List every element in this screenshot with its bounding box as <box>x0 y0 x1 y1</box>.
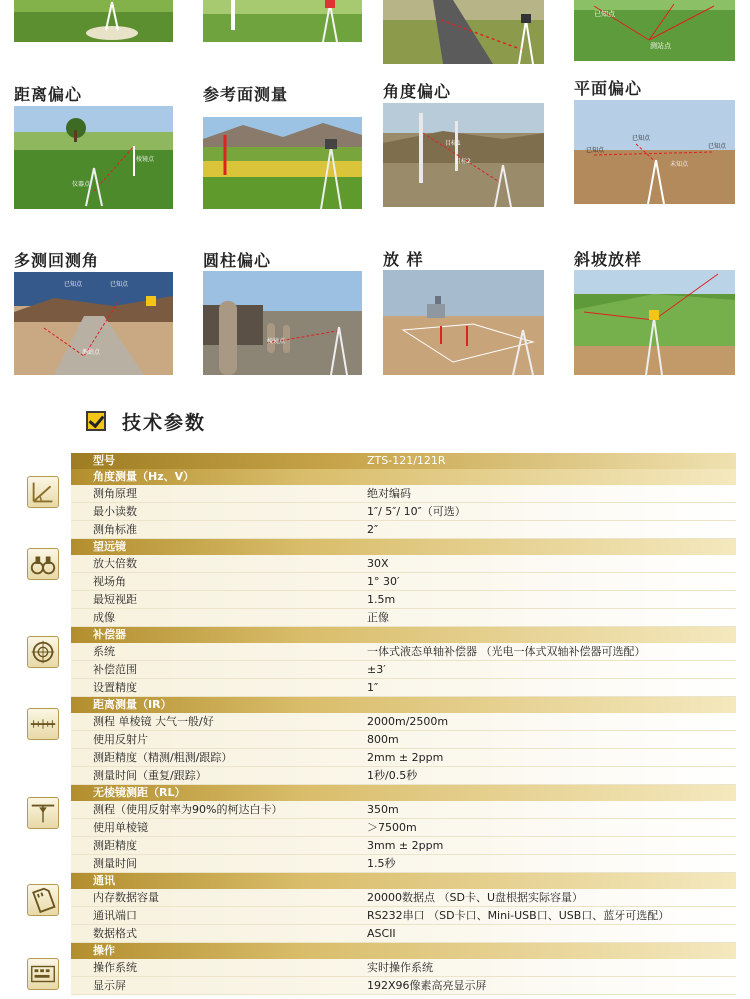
row-label: 测程（使用反射率为90%的柯达白卡） <box>93 803 283 816</box>
row-value: 1.5秒 <box>367 857 396 870</box>
row-value: ±3′ <box>367 663 386 676</box>
group-title: 无棱镜测距（RL） <box>93 786 186 799</box>
row-value: 正像 <box>367 611 389 624</box>
label-reference-plane: 参考面测量 <box>203 85 289 104</box>
annotation-station-point: 测站点 <box>82 349 101 356</box>
row-value: 1.5m <box>367 593 396 606</box>
row-label: 设置精度 <box>93 681 137 694</box>
table-row <box>71 661 736 679</box>
photo-reference-plane <box>203 117 362 209</box>
table-row <box>71 731 736 749</box>
ruler-icon <box>27 708 59 740</box>
row-label: 视场角 <box>93 575 126 588</box>
table-row <box>71 767 736 785</box>
table-row <box>71 819 736 837</box>
row-value: 2000m/2500m <box>367 715 449 728</box>
group-title: 望远镜 <box>93 540 126 553</box>
annotation-target-1: 目标1 <box>445 140 461 147</box>
label-stakeout: 放 样 <box>383 250 424 269</box>
table-row <box>71 855 736 873</box>
row-label: 最短视距 <box>93 593 137 606</box>
row-value: 350m <box>367 803 399 816</box>
label-angle-offset: 角度偏心 <box>383 82 452 101</box>
label-column-offset: 圆柱偏心 <box>203 251 272 270</box>
annotation-known-point-1: 已知点 <box>632 135 651 142</box>
row-value: 1° 30′ <box>367 575 400 588</box>
group-header <box>71 943 736 959</box>
photo-row1-4-caption2: 测站点 <box>650 42 671 50</box>
photo-multi-round-angle <box>14 272 173 375</box>
compensator-icon <box>27 636 59 668</box>
photo-angle-offset <box>383 103 544 207</box>
row-label: 测距精度（精测/粗测/跟踪） <box>93 751 233 764</box>
row-label: 内存数据容量 <box>93 891 159 904</box>
table-row <box>71 977 736 995</box>
row-label: 测量时间 <box>93 857 137 870</box>
table-row <box>71 679 736 697</box>
row-label: 通讯端口 <box>93 909 137 922</box>
row-label: 补偿范围 <box>93 663 137 676</box>
annotation-prism-point-column: 棱镜点 <box>267 338 286 345</box>
table-row <box>71 591 736 609</box>
row-label: 测角标准 <box>93 523 137 536</box>
photo-row1-3 <box>383 0 544 64</box>
row-label: 测距精度 <box>93 839 137 852</box>
row-value: 绝对编码 <box>367 487 411 500</box>
annotation-known-point-b: 已知点 <box>110 281 129 288</box>
group-header <box>71 469 736 485</box>
table-header <box>71 453 736 469</box>
annotation-target-2: 目标2 <box>455 158 471 165</box>
row-value: 1秒/0.5秒 <box>367 769 418 782</box>
annotation-known-point-a: 已知点 <box>64 281 83 288</box>
photo-row1-4-caption: 已知点 <box>594 10 615 18</box>
table-row <box>71 643 736 661</box>
laser-icon <box>27 797 59 829</box>
angle-icon <box>27 476 59 508</box>
table-row <box>71 503 736 521</box>
spec-table <box>71 453 736 995</box>
annotation-known-point-2: 已知点 <box>586 147 605 154</box>
group-header <box>71 697 736 713</box>
group-title: 操作 <box>93 944 115 957</box>
row-value: 192X96像素高亮显示屏 <box>367 979 487 992</box>
header-model-value: ZTS-121/121R <box>367 454 446 467</box>
row-label: 使用单棱镜 <box>93 821 148 834</box>
row-value: 1″/ 5″/ 10″（可选） <box>367 505 466 518</box>
photo-row1-4 <box>574 0 735 61</box>
section-title <box>86 406 206 436</box>
row-label: 测程 单棱镜 大气一般/好 <box>93 715 214 728</box>
row-value: 3mm ± 2ppm <box>367 839 444 852</box>
group-title: 补偿器 <box>93 628 126 641</box>
label-distance-offset: 距离偏心 <box>14 85 83 104</box>
group-header <box>71 785 736 801</box>
table-row <box>71 609 736 627</box>
section-title-text: 技术参数 <box>122 411 207 434</box>
row-label: 测量时间（重复/跟踪） <box>93 769 207 782</box>
row-label: 成像 <box>93 611 115 624</box>
annotation-unknown-point: 未知点 <box>670 161 689 168</box>
checkbox-icon <box>86 411 106 431</box>
photo-row1-2 <box>203 0 362 42</box>
row-value: 20000数据点 （SD卡、U盘根据实际容量） <box>367 891 583 904</box>
sdcard-icon <box>27 884 59 916</box>
row-value: 实时操作系统 <box>367 961 433 974</box>
row-value: RS232串口 （SD卡口、Mini-USB口、USB口、蓝牙可选配） <box>367 909 670 922</box>
row-value: 30X <box>367 557 389 570</box>
group-title: 通讯 <box>93 874 115 887</box>
label-plane-offset: 平面偏心 <box>574 79 643 98</box>
table-row <box>71 749 736 767</box>
group-title: 距离测量（IR） <box>93 698 172 711</box>
row-label: 使用反射片 <box>93 733 148 746</box>
row-value: 一体式液态单轴补偿器 （光电一体式双轴补偿器可选配） <box>367 645 646 658</box>
table-row <box>71 801 736 819</box>
photo-slope-stakeout <box>574 270 735 375</box>
row-value: ＞7500m <box>367 821 417 834</box>
row-value: 1″ <box>367 681 379 694</box>
table-row <box>71 521 736 539</box>
table-row <box>71 925 736 943</box>
row-label: 放大倍数 <box>93 557 137 570</box>
photo-distance-offset <box>14 106 173 209</box>
annotation-instrument-point: 仪器点 <box>72 181 91 188</box>
label-multi-round-angle: 多测回测角 <box>14 251 100 270</box>
table-row <box>71 713 736 731</box>
group-header <box>71 873 736 889</box>
photo-row1-1 <box>14 0 173 42</box>
keyboard-icon <box>27 958 59 990</box>
row-label: 最小读数 <box>93 505 137 518</box>
annotation-prism-point: 棱镜点 <box>136 156 155 163</box>
row-label: 显示屏 <box>93 979 126 992</box>
group-header <box>71 627 736 643</box>
table-row <box>71 555 736 573</box>
row-label: 系统 <box>93 645 115 658</box>
row-label: 测角原理 <box>93 487 137 500</box>
row-label: 数据格式 <box>93 927 137 940</box>
annotation-known-point-3: 已知点 <box>708 143 727 150</box>
row-value: 2mm ± 2ppm <box>367 751 444 764</box>
photo-stakeout <box>383 270 544 375</box>
table-row <box>71 573 736 591</box>
label-slope-stakeout: 斜坡放样 <box>574 250 643 269</box>
binoculars-icon <box>27 548 59 580</box>
group-title: 角度测量（Hz、V） <box>93 470 195 483</box>
row-label: 操作系统 <box>93 961 137 974</box>
row-value: ASCII <box>367 927 396 940</box>
photo-column-offset <box>203 271 362 375</box>
table-row <box>71 907 736 925</box>
header-model-label: 型号 <box>93 454 115 467</box>
photo-plane-offset <box>574 100 735 204</box>
table-row <box>71 959 736 977</box>
group-header <box>71 539 736 555</box>
row-value: 2″ <box>367 523 379 536</box>
table-row <box>71 837 736 855</box>
table-row <box>71 889 736 907</box>
row-value: 800m <box>367 733 399 746</box>
table-row <box>71 485 736 503</box>
